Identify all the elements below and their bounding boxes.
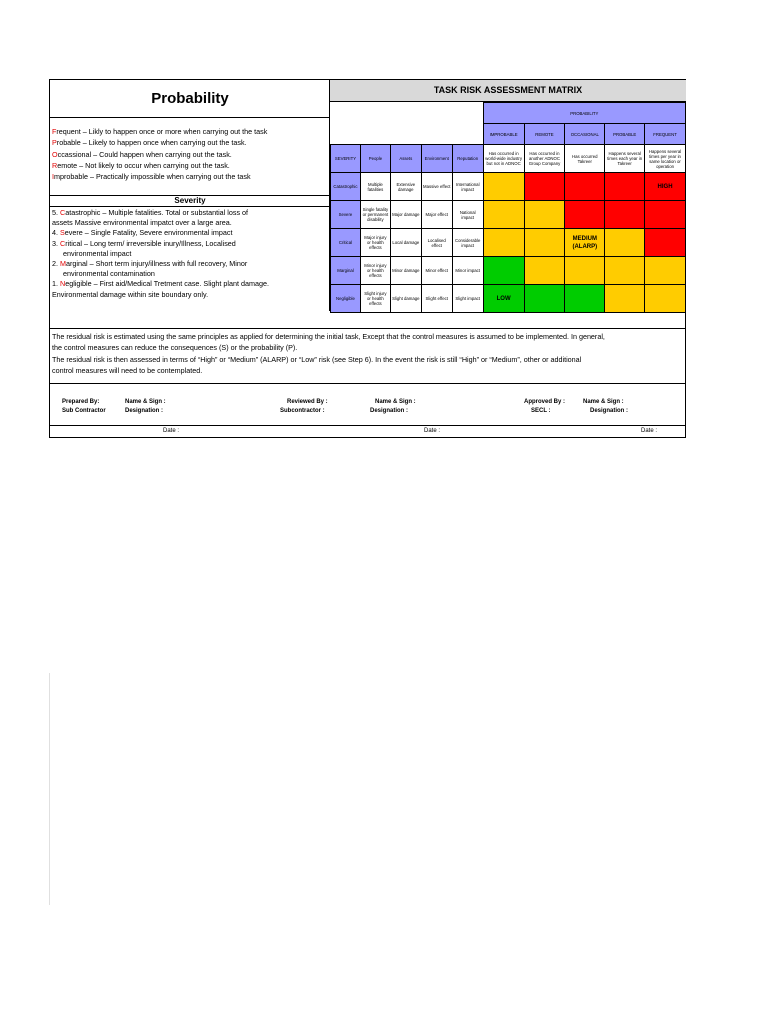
line-number: 2. [52,259,60,269]
line-initial: R [52,160,58,170]
probability-line [52,171,328,182]
risk-cell [645,285,686,313]
line-text: environmental impact [63,248,132,258]
line-text: egligible – First aid/Medical Tretment case. Slight plant damage. [65,279,269,289]
name-sign-label: Name & Sign : [583,399,624,405]
risk-cell: LOW [483,285,524,313]
line-text: Environmental damage within site boundary only. [52,289,209,299]
name-sign-label: Name & Sign : [125,399,166,405]
residual-line: The residual risk is estimated using the same principles as applied for determining the initial task, Except that the control measures is assumed to be implemented. In general, [52,332,605,341]
risk-matrix-table [330,102,686,313]
consequence-people: Major injury or health effects [360,229,390,257]
severity-level: Negligible [331,285,361,313]
severity-line [52,208,328,218]
definitions-panel [50,80,330,311]
probability-line [52,137,328,148]
subcontractor-label: Subcontractor : [280,408,325,414]
severity-header-people: People [360,145,390,173]
consequence-reputation: Slight impact [452,285,483,313]
line-number: 3. [52,238,60,248]
line-initial: M [60,259,66,269]
probability-line [52,160,328,171]
consequence-environment: Minor effect [421,257,452,285]
risk-cell [605,201,645,229]
probability-description: Has occurred Takreer [565,145,605,173]
probability-level-occasional: OCCASIONAL [565,124,605,145]
matrix-row [331,173,686,201]
designation-label: Designation : [370,408,409,414]
probability-level-remote: REMOTE [524,124,565,145]
matrix-blank-corner [331,103,484,124]
risk-cell [565,257,605,285]
consequence-assets: Minor damage [390,257,421,285]
consequence-people: Single fatality or permanent disability [360,201,390,229]
risk-cell [483,173,524,201]
risk-cell [605,285,645,313]
severity-level: Critical [331,229,361,257]
line-text: assets Massive environmental impatct over a large area. [52,218,232,228]
probability-level-frequent: FREQUENT [645,124,686,145]
line-number: 5. [52,208,60,217]
risk-cell: HIGH [645,173,686,201]
severity-line [52,259,328,269]
risk-cell: MEDIUM (ALARP) [565,229,605,257]
probability-header: PROBABILITY [483,103,685,124]
line-number: 4. [52,228,60,238]
secl-label: SECL : [531,408,551,414]
severity-level: Catastrophic [331,173,361,201]
risk-cell [565,285,605,313]
line-initial: C [60,208,66,217]
probability-level-probable: PROBABLE [605,124,645,145]
consequence-assets: Local damage [390,229,421,257]
matrix-blank-corner [331,124,484,145]
line-initial: N [60,279,66,289]
consequence-environment: Major effect [421,201,452,229]
severity-header-environment: Environment [421,145,452,173]
probability-description: Has occurred in another ADNOC Group Company [524,145,565,173]
reviewed-by-label: Reviewed By : [287,399,328,405]
severity-line [52,269,328,279]
date-row [50,426,686,438]
matrix-row [331,285,686,313]
probability-description: Happens several times each year in Takreer [605,145,645,173]
risk-cell [524,285,565,313]
date-label: Date : [163,428,180,434]
severity-line [52,290,328,300]
consequence-people: Multiple fatalities [360,173,390,201]
probability-line [52,149,328,160]
consequence-environment: Localised effect [421,229,452,257]
consequence-assets: Extensive damage [390,173,421,201]
matrix-row [331,229,686,257]
matrix-title: TASK RISK ASSESSMENT MATRIX [330,80,686,102]
matrix-row [331,257,686,285]
sub-contractor-label: Sub Contractor [62,408,106,414]
approved-by-label: Approved By : [524,399,566,405]
severity-header-reputation: Reputation [452,145,483,173]
consequence-environment: Massive effect [421,173,452,201]
line-initial: S [60,228,65,238]
severity-line [52,228,328,238]
designation-label: Designation : [125,408,164,414]
residual-line: the control measures can reduce the consequences (S) or the probability (P). [52,343,298,353]
residual-line: The residual risk is then assessed in terms of “High” or “Medium” (ALARP) or “Low” risk (see Step 6). In the event the risk is still “High” or “Medium”, other or additional [52,354,582,364]
line-initial: F [52,127,57,136]
risk-cell [565,201,605,229]
line-initial: C [60,238,66,248]
line-text: emote – Not likely to occur when carrying out the task. [57,160,230,170]
matrix-row [331,201,686,229]
residual-risk-note [50,328,686,384]
consequence-people: Slight injury or health effects [360,285,390,313]
risk-cell [645,257,686,285]
severity-header-assets: Assets [390,145,421,173]
risk-cell [605,173,645,201]
severity-definitions [52,208,328,300]
residual-line: control measures will need to be contemplated. [52,365,203,375]
date-label: Date : [641,428,658,434]
date-label: Date : [424,428,441,434]
risk-cell [524,229,565,257]
risk-cell [483,201,524,229]
severity-title: Severity [50,195,330,207]
matrix-panel [330,80,686,311]
severity-line [52,218,328,228]
consequence-assets: Major damage [390,201,421,229]
line-initial: O [52,149,58,159]
line-text: evere – Single Fatality, Severe environmental impact [64,228,233,238]
risk-cell [645,201,686,229]
signoff-section [50,384,686,426]
name-sign-label: Name & Sign : [375,399,416,405]
probability-description: Has occurred in world-wide industry but not in ADNOC [483,145,524,173]
risk-cell [524,257,565,285]
severity-line [52,249,328,259]
probability-line [52,126,328,137]
probability-title: Probability [50,80,330,118]
risk-cell [524,201,565,229]
page-margin-line [49,673,50,905]
line-text: robable – Likely to happen once when carrying out the task. [56,138,247,148]
consequence-reputation: International impact [452,173,483,201]
probability-definitions [52,126,328,182]
line-text: requent – Likly to happen once or more when carrying out the task [56,127,268,136]
consequence-environment: Slight effect [421,285,452,313]
risk-assessment-sheet [49,79,686,438]
severity-line [52,279,328,289]
severity-level: Severe [331,201,361,229]
line-text: arginal – Short term injury/illness with full recovery, Minor [66,259,248,269]
consequence-reputation: National impact [452,201,483,229]
severity-line [52,239,328,249]
line-initial: I [52,172,54,182]
line-initial: P [52,138,57,148]
designation-label: Designation : [590,408,629,414]
severity-level: Marginal [331,257,361,285]
line-number: 1. [52,279,60,289]
line-text: ritical – Long term/ irreversible inury/Illness, Localised [65,238,236,248]
line-text: mprobable – Practically impossible when carrying out the task [54,172,251,182]
consequence-people: Minor injury or health effects [360,257,390,285]
risk-cell [524,173,565,201]
prepared-by-label: Prepared By: [62,399,100,405]
line-text: ccassional – Could happen when carrying out the task. [57,149,232,159]
risk-cell [645,229,686,257]
consequence-assets: Slight damage [390,285,421,313]
probability-description: Happens several times per year in same location or operation [645,145,686,173]
risk-cell [605,229,645,257]
consequence-reputation: Minor impact [452,257,483,285]
probability-level-improbable: IMPROBABLE [483,124,524,145]
line-text: environmental contamination [63,269,155,279]
line-text: atastrophic – Multiple fatalities. Total or substantial loss of [65,208,249,217]
risk-cell [565,173,605,201]
risk-cell [483,257,524,285]
consequence-reputation: Considerable impact [452,229,483,257]
severity-header-severity: SEVERITY [331,145,361,173]
risk-cell [483,229,524,257]
risk-cell [605,257,645,285]
